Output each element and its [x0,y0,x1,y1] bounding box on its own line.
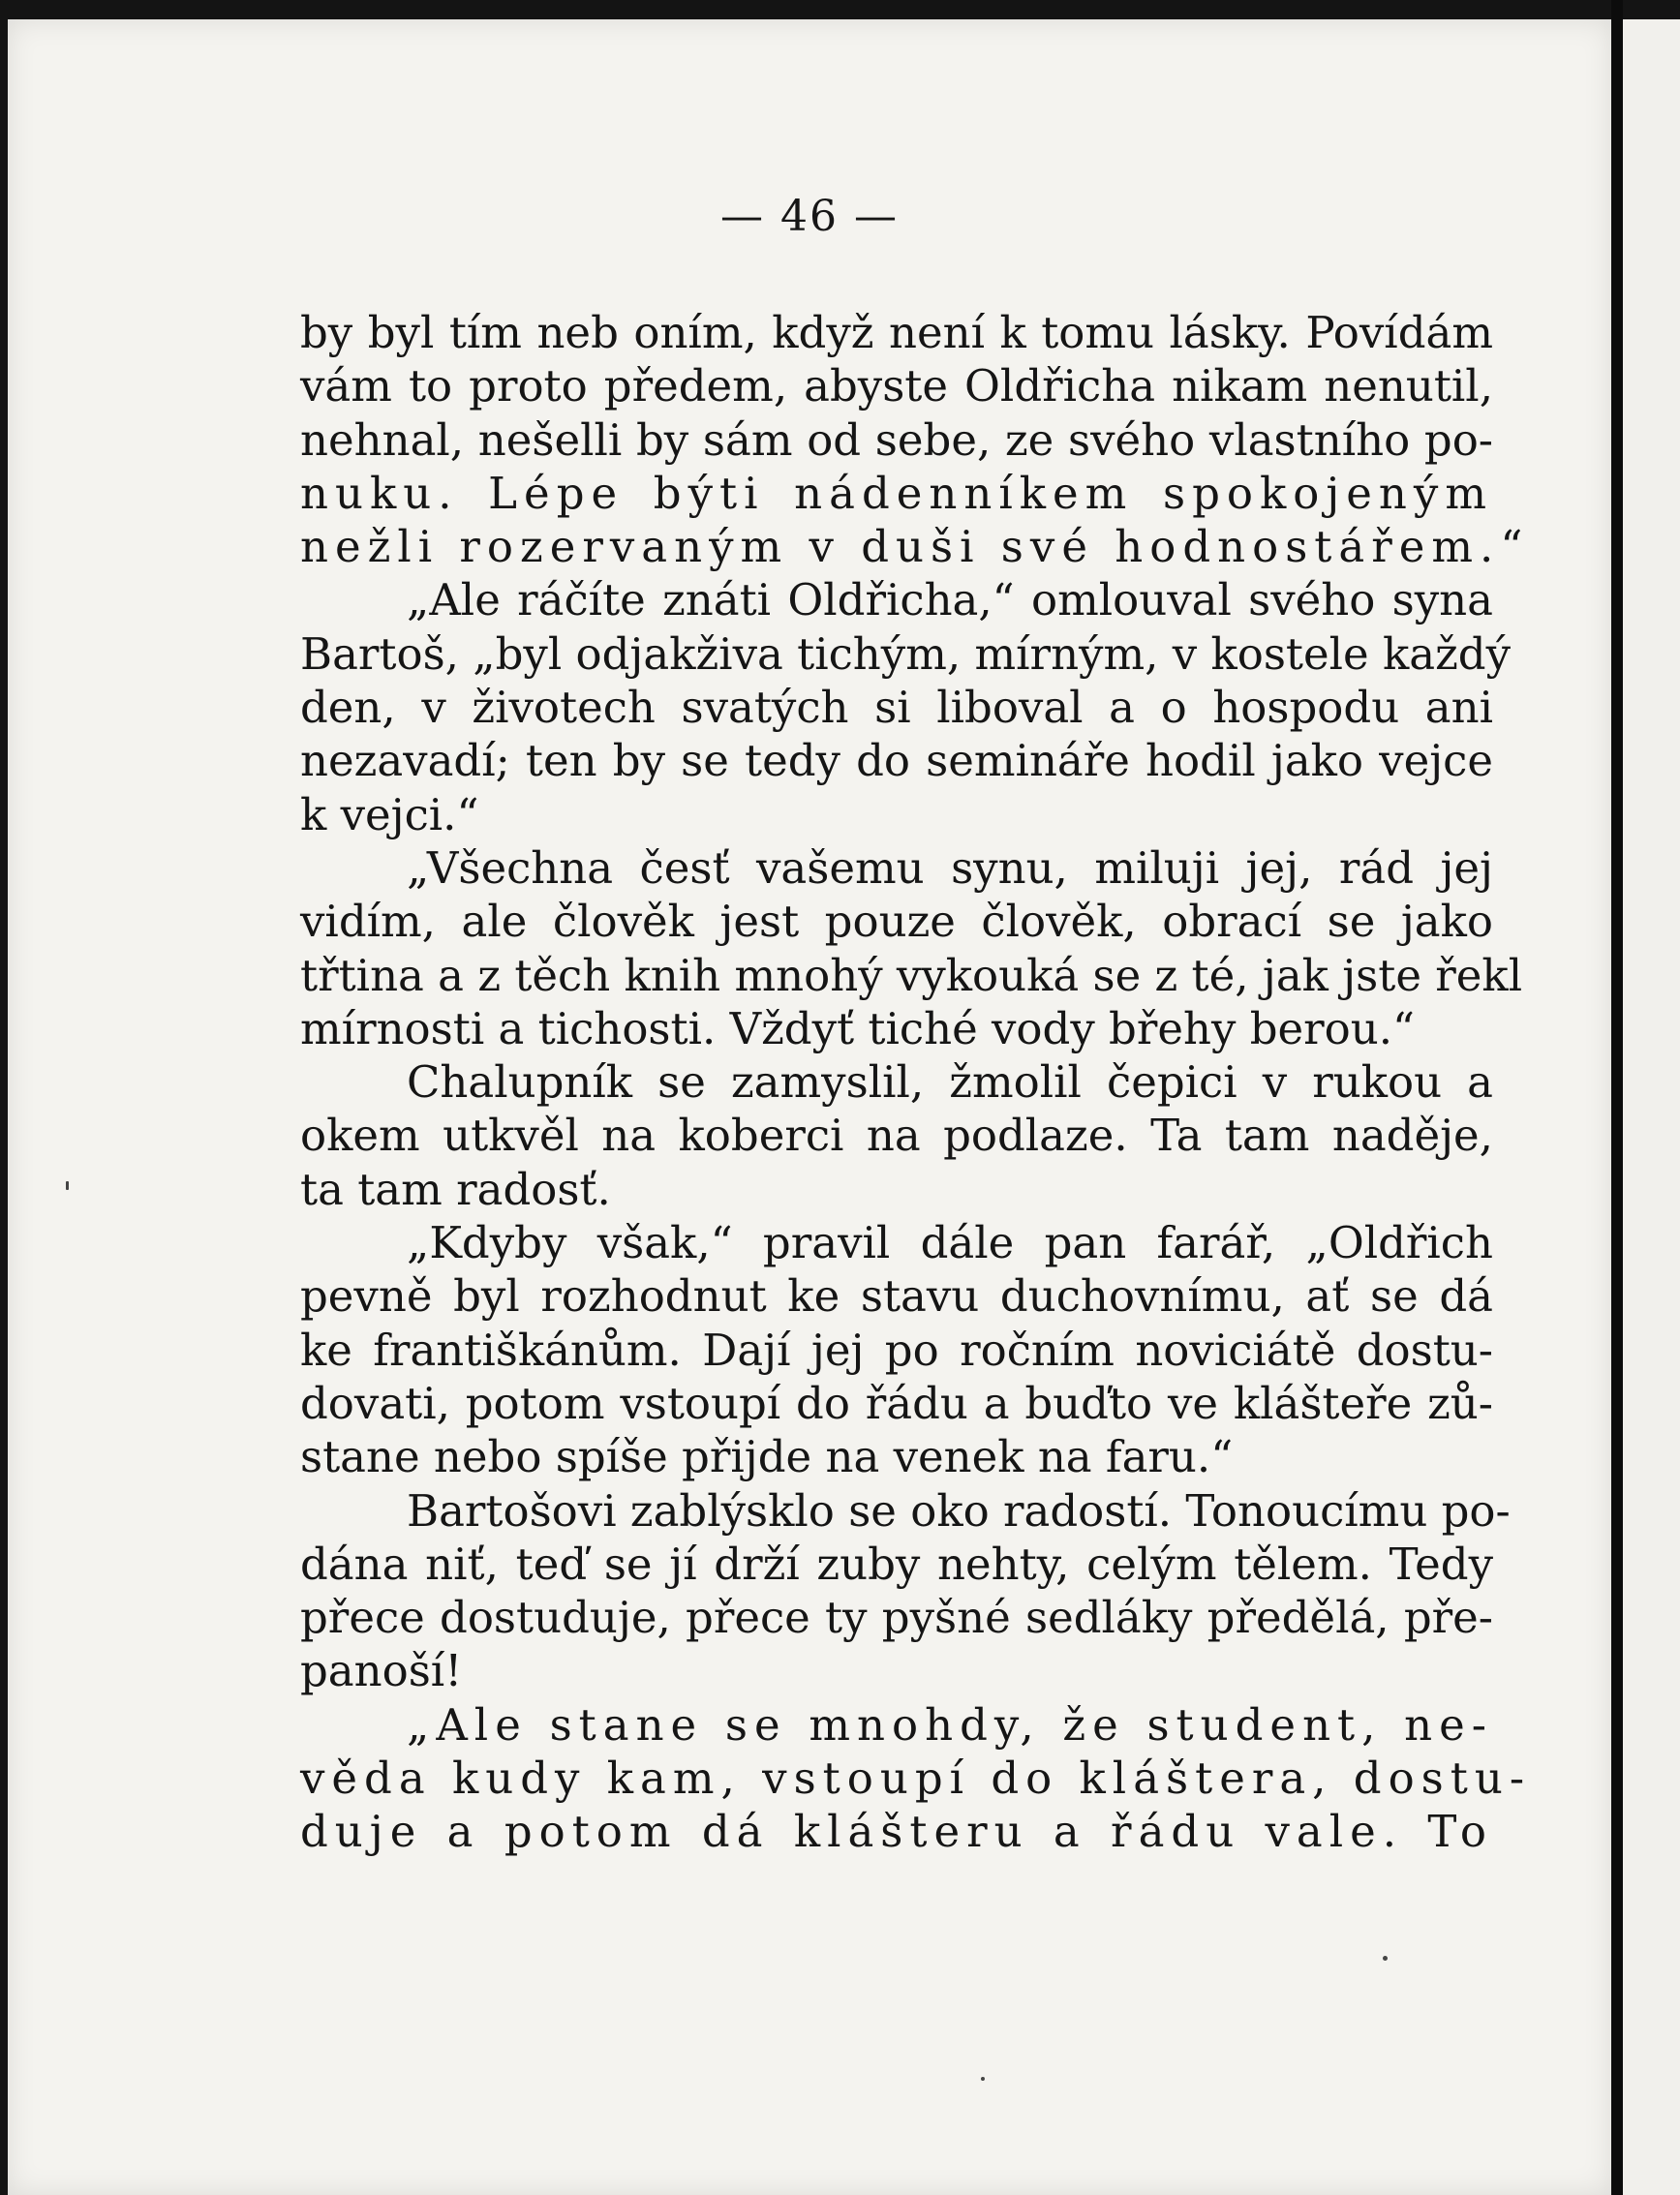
text-line: přece dostuduje, přece ty pyšné sedláky předělá, pře- [300,1592,1493,1644]
text-line: mírnosti a tichosti. Vždyť tiché vody břehy berou.“ [300,1002,1416,1054]
text-line: Bartoš, „byl odjakživa tichým, mírným, v kostele každý [300,627,1512,680]
next-page-edge [1623,19,1680,2195]
text-line: den, v životech svatých si liboval a o hospodu ani [300,682,1493,734]
text-line: třtina a z těch knih mnohý vykouká se z té, jak jste řekl [300,949,1523,1001]
text-line: nehnal, nešelli by sám od sebe, ze svého vlastního po- [300,413,1493,466]
text-line: dána niť, teď se jí drží zuby nehty, celým tělem. Tedy [300,1538,1493,1590]
text-line: nežli rozervaným v duši své hodnostářem.“ [300,521,1530,573]
scan-speck [1383,1956,1388,1961]
text-line: „Všechna česť vašemu synu, miluji jej, rád jej [407,841,1493,894]
page-text [300,306,1532,1859]
text-line: Chalupník se zamyslil, žmolil čepici v rukou a [407,1056,1493,1109]
text-line: vidím, ale člověk jest pouze člověk, obrací se jako [300,896,1493,948]
scan-speck [66,1181,69,1190]
text-line: „Ale stane se mnohdy, že student, ne- [407,1698,1493,1751]
text-line: panoší! [300,1645,463,1697]
text-line: „Ale ráčíte znáti Oldřicha,“ omlouval svého syna [407,574,1493,626]
text-line: okem utkvěl na koberci na podlaze. Ta tam naděje, [300,1110,1493,1162]
book-page [8,19,1611,2195]
text-line: nuku. Lépe býti nádenníkem spokojeným [300,467,1493,519]
text-line: ta tam radosť. [300,1163,611,1215]
text-line: Bartošovi zablýsklo se oko radostí. Tonoucímu po- [407,1484,1511,1537]
scan-top-edge [0,0,1680,21]
text-line: vám to proto předem, abyste Oldřicha nikam nenutil, [300,360,1493,412]
text-line: stane nebo spíše přijde na venek na faru.“ [300,1431,1234,1483]
text-line: duje a potom dá klášteru a řádu vale. To [300,1806,1493,1858]
text-line: „Kdyby však,“ pravil dále pan farář, „Oldřich [407,1217,1493,1269]
text-line: pevně byl rozhodnut ke stavu duchovnímu, ať se dá [300,1270,1493,1323]
text-line: dovati, potom vstoupí do řádu a buďto ve klášteře zů- [300,1377,1493,1429]
page-number: — 46 — [720,192,899,241]
text-line: by byl tím neb oním, když není k tomu lásky. Povídám [300,307,1493,358]
text-line: věda kudy kam, vstoupí do kláštera, dostu- [300,1753,1532,1805]
scan-speck [981,2077,985,2081]
text-line: ke františkánům. Dají jej po ročním noviciátě dostu- [300,1324,1493,1376]
text-line: k vejci.“ [300,788,479,840]
text-line: nezavadí; ten by se tedy do semináře hodil jako vejce [300,735,1493,787]
page-gutter [1611,0,1623,2195]
